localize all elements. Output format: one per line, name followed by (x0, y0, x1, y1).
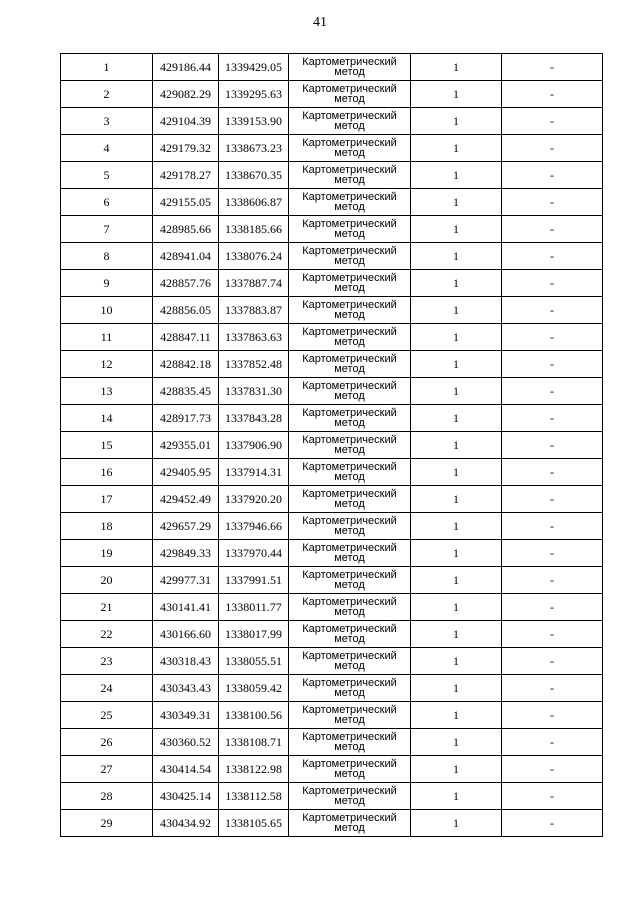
method-cell (289, 324, 411, 351)
accuracy-cell: 1 (411, 135, 502, 162)
table-row (61, 567, 603, 594)
point-number-cell: 11 (61, 324, 153, 351)
point-number-cell: 19 (61, 540, 153, 567)
y-coordinate-cell: 1337843.28 (219, 405, 289, 432)
point-number-cell: 3 (61, 108, 153, 135)
y-coordinate-cell: 1339429.05 (219, 54, 289, 81)
point-number-cell: 9 (61, 270, 153, 297)
accuracy-cell: 1 (411, 432, 502, 459)
y-coordinate-cell: 1338076.24 (219, 243, 289, 270)
accuracy-cell: 1 (411, 81, 502, 108)
method-line-1: Картометрический (302, 353, 397, 365)
accuracy-cell: 1 (411, 270, 502, 297)
accuracy-cell: 1 (411, 540, 502, 567)
y-coordinate-cell: 1337863.63 (219, 324, 289, 351)
description-cell: - (502, 405, 603, 432)
method-line-1: Картометрический (302, 542, 397, 554)
point-number-cell: 18 (61, 513, 153, 540)
point-number-cell: 22 (61, 621, 153, 648)
method-line-1: Картометрический (302, 326, 397, 338)
method-line-2: метод (334, 552, 365, 564)
y-coordinate-cell: 1338011.77 (219, 594, 289, 621)
x-coordinate-cell: 430414.54 (153, 756, 219, 783)
point-number-cell: 4 (61, 135, 153, 162)
table-row (61, 432, 603, 459)
description-cell: - (502, 162, 603, 189)
table-row (61, 810, 603, 837)
accuracy-cell: 1 (411, 378, 502, 405)
y-coordinate-cell: 1337883.87 (219, 297, 289, 324)
y-coordinate-cell: 1338105.65 (219, 810, 289, 837)
y-coordinate-cell: 1338185.66 (219, 216, 289, 243)
method-line-2: метод (334, 741, 365, 753)
description-cell: - (502, 81, 603, 108)
description-cell: - (502, 216, 603, 243)
y-coordinate-cell: 1338059.42 (219, 675, 289, 702)
x-coordinate-cell: 429849.33 (153, 540, 219, 567)
method-line-2: метод (334, 255, 365, 267)
point-number-cell: 17 (61, 486, 153, 513)
method-line-2: метод (334, 390, 365, 402)
method-line-1: Картометрический (302, 83, 397, 95)
method-line-1: Картометрический (302, 812, 397, 824)
method-line-2: метод (334, 795, 365, 807)
table-row (61, 216, 603, 243)
method-line-1: Картометрический (302, 434, 397, 446)
method-line-2: метод (334, 714, 365, 726)
method-cell (289, 189, 411, 216)
method-line-2: метод (334, 822, 365, 834)
description-cell: - (502, 378, 603, 405)
method-cell (289, 675, 411, 702)
accuracy-cell: 1 (411, 594, 502, 621)
x-coordinate-cell: 430434.92 (153, 810, 219, 837)
description-cell: - (502, 270, 603, 297)
accuracy-cell: 1 (411, 486, 502, 513)
accuracy-cell: 1 (411, 162, 502, 189)
method-line-2: метод (334, 282, 365, 294)
table-row (61, 729, 603, 756)
point-number-cell: 14 (61, 405, 153, 432)
accuracy-cell: 1 (411, 756, 502, 783)
method-cell (289, 297, 411, 324)
method-cell (289, 405, 411, 432)
description-cell: - (502, 540, 603, 567)
description-cell: - (502, 729, 603, 756)
description-cell: - (502, 783, 603, 810)
method-line-1: Картометрический (302, 164, 397, 176)
method-line-2: метод (334, 66, 365, 78)
method-cell (289, 486, 411, 513)
table-row (61, 297, 603, 324)
method-cell (289, 513, 411, 540)
method-line-2: метод (334, 687, 365, 699)
table-row (61, 594, 603, 621)
method-cell (289, 135, 411, 162)
description-cell: - (502, 513, 603, 540)
method-line-2: метод (334, 363, 365, 375)
method-line-1: Картометрический (302, 137, 397, 149)
table-row (61, 459, 603, 486)
y-coordinate-cell: 1337852.48 (219, 351, 289, 378)
x-coordinate-cell: 429186.44 (153, 54, 219, 81)
accuracy-cell: 1 (411, 675, 502, 702)
method-line-2: метод (334, 660, 365, 672)
table-row (61, 675, 603, 702)
method-line-2: метод (334, 768, 365, 780)
description-cell: - (502, 189, 603, 216)
method-line-1: Картометрический (302, 623, 397, 635)
method-cell (289, 756, 411, 783)
point-number-cell: 28 (61, 783, 153, 810)
table-row (61, 378, 603, 405)
x-coordinate-cell: 430166.60 (153, 621, 219, 648)
description-cell: - (502, 459, 603, 486)
method-line-2: метод (334, 336, 365, 348)
method-cell (289, 594, 411, 621)
accuracy-cell: 1 (411, 648, 502, 675)
description-cell: - (502, 756, 603, 783)
method-line-1: Картометрический (302, 245, 397, 257)
table-row (61, 108, 603, 135)
method-cell (289, 567, 411, 594)
description-cell: - (502, 54, 603, 81)
y-coordinate-cell: 1338670.35 (219, 162, 289, 189)
method-cell (289, 81, 411, 108)
x-coordinate-cell: 429405.95 (153, 459, 219, 486)
accuracy-cell: 1 (411, 459, 502, 486)
description-cell: - (502, 297, 603, 324)
method-line-2: метод (334, 579, 365, 591)
method-cell (289, 216, 411, 243)
y-coordinate-cell: 1337887.74 (219, 270, 289, 297)
point-number-cell: 16 (61, 459, 153, 486)
y-coordinate-cell: 1337946.66 (219, 513, 289, 540)
y-coordinate-cell: 1337991.51 (219, 567, 289, 594)
table-row (61, 621, 603, 648)
accuracy-cell: 1 (411, 621, 502, 648)
x-coordinate-cell: 429104.39 (153, 108, 219, 135)
table-row (61, 486, 603, 513)
x-coordinate-cell: 429452.49 (153, 486, 219, 513)
method-line-2: метод (334, 147, 365, 159)
point-number-cell: 2 (61, 81, 153, 108)
table-row (61, 162, 603, 189)
accuracy-cell: 1 (411, 216, 502, 243)
method-line-1: Картометрический (302, 407, 397, 419)
table-row (61, 513, 603, 540)
point-number-cell: 26 (61, 729, 153, 756)
method-line-1: Картометрический (302, 218, 397, 230)
table-row (61, 756, 603, 783)
point-number-cell: 5 (61, 162, 153, 189)
y-coordinate-cell: 1337970.44 (219, 540, 289, 567)
table-row (61, 351, 603, 378)
description-cell: - (502, 486, 603, 513)
method-line-1: Картометрический (302, 650, 397, 662)
table-row (61, 783, 603, 810)
description-cell: - (502, 108, 603, 135)
method-line-1: Картометрический (302, 731, 397, 743)
method-cell (289, 540, 411, 567)
point-number-cell: 29 (61, 810, 153, 837)
accuracy-cell: 1 (411, 729, 502, 756)
method-cell (289, 378, 411, 405)
x-coordinate-cell: 428835.45 (153, 378, 219, 405)
description-cell: - (502, 648, 603, 675)
x-coordinate-cell: 429155.05 (153, 189, 219, 216)
table-row (61, 243, 603, 270)
y-coordinate-cell: 1337906.90 (219, 432, 289, 459)
accuracy-cell: 1 (411, 405, 502, 432)
method-line-2: метод (334, 633, 365, 645)
point-number-cell: 23 (61, 648, 153, 675)
x-coordinate-cell: 429657.29 (153, 513, 219, 540)
method-line-2: метод (334, 498, 365, 510)
table-row (61, 324, 603, 351)
y-coordinate-cell: 1338673.23 (219, 135, 289, 162)
description-cell: - (502, 243, 603, 270)
x-coordinate-cell: 429355.01 (153, 432, 219, 459)
accuracy-cell: 1 (411, 567, 502, 594)
table-row (61, 648, 603, 675)
description-cell: - (502, 324, 603, 351)
y-coordinate-cell: 1339295.63 (219, 81, 289, 108)
point-number-cell: 15 (61, 432, 153, 459)
method-line-2: метод (334, 120, 365, 132)
method-cell (289, 702, 411, 729)
method-line-2: метод (334, 525, 365, 537)
accuracy-cell: 1 (411, 189, 502, 216)
description-cell: - (502, 351, 603, 378)
method-line-1: Картометрический (302, 704, 397, 716)
point-number-cell: 27 (61, 756, 153, 783)
table-row (61, 702, 603, 729)
y-coordinate-cell: 1339153.90 (219, 108, 289, 135)
x-coordinate-cell: 429179.32 (153, 135, 219, 162)
accuracy-cell: 1 (411, 297, 502, 324)
method-line-1: Картометрический (302, 677, 397, 689)
x-coordinate-cell: 428941.04 (153, 243, 219, 270)
method-line-2: метод (334, 201, 365, 213)
point-number-cell: 12 (61, 351, 153, 378)
x-coordinate-cell: 428847.11 (153, 324, 219, 351)
y-coordinate-cell: 1338055.51 (219, 648, 289, 675)
x-coordinate-cell: 430360.52 (153, 729, 219, 756)
y-coordinate-cell: 1337914.31 (219, 459, 289, 486)
point-number-cell: 24 (61, 675, 153, 702)
method-line-2: метод (334, 471, 365, 483)
point-number-cell: 8 (61, 243, 153, 270)
point-number-cell: 7 (61, 216, 153, 243)
method-line-2: метод (334, 309, 365, 321)
x-coordinate-cell: 428856.05 (153, 297, 219, 324)
accuracy-cell: 1 (411, 324, 502, 351)
method-cell (289, 459, 411, 486)
point-number-cell: 10 (61, 297, 153, 324)
point-number-cell: 13 (61, 378, 153, 405)
method-line-1: Картометрический (302, 596, 397, 608)
method-cell (289, 621, 411, 648)
method-cell (289, 243, 411, 270)
table-row (61, 81, 603, 108)
x-coordinate-cell: 430343.43 (153, 675, 219, 702)
method-cell (289, 108, 411, 135)
y-coordinate-cell: 1337831.30 (219, 378, 289, 405)
description-cell: - (502, 432, 603, 459)
method-line-1: Картометрический (302, 272, 397, 284)
table-row (61, 270, 603, 297)
description-cell: - (502, 621, 603, 648)
x-coordinate-cell: 428842.18 (153, 351, 219, 378)
point-number-cell: 21 (61, 594, 153, 621)
method-cell (289, 432, 411, 459)
y-coordinate-cell: 1338100.56 (219, 702, 289, 729)
point-number-cell: 20 (61, 567, 153, 594)
accuracy-cell: 1 (411, 54, 502, 81)
y-coordinate-cell: 1338112.58 (219, 783, 289, 810)
x-coordinate-cell: 430349.31 (153, 702, 219, 729)
accuracy-cell: 1 (411, 702, 502, 729)
method-line-2: метод (334, 444, 365, 456)
method-line-1: Картометрический (302, 461, 397, 473)
method-line-1: Картометрический (302, 110, 397, 122)
y-coordinate-cell: 1337920.20 (219, 486, 289, 513)
description-cell: - (502, 594, 603, 621)
method-cell (289, 783, 411, 810)
method-line-2: метод (334, 93, 365, 105)
description-cell: - (502, 567, 603, 594)
method-line-1: Картометрический (302, 488, 397, 500)
y-coordinate-cell: 1338122.98 (219, 756, 289, 783)
table-row (61, 54, 603, 81)
point-number-cell: 1 (61, 54, 153, 81)
table-row (61, 405, 603, 432)
x-coordinate-cell: 429082.29 (153, 81, 219, 108)
coordinates-table (60, 53, 603, 837)
method-cell (289, 648, 411, 675)
method-line-1: Картометрический (302, 299, 397, 311)
table-body (61, 54, 603, 837)
method-cell (289, 270, 411, 297)
method-cell (289, 54, 411, 81)
description-cell: - (502, 675, 603, 702)
method-line-2: метод (334, 228, 365, 240)
accuracy-cell: 1 (411, 351, 502, 378)
x-coordinate-cell: 430318.43 (153, 648, 219, 675)
method-line-1: Картометрический (302, 785, 397, 797)
x-coordinate-cell: 429977.31 (153, 567, 219, 594)
point-number-cell: 6 (61, 189, 153, 216)
method-cell (289, 351, 411, 378)
accuracy-cell: 1 (411, 513, 502, 540)
method-line-1: Картометрический (302, 380, 397, 392)
method-line-1: Картометрический (302, 191, 397, 203)
method-cell (289, 162, 411, 189)
description-cell: - (502, 810, 603, 837)
accuracy-cell: 1 (411, 810, 502, 837)
point-number-cell: 25 (61, 702, 153, 729)
table-row (61, 540, 603, 567)
y-coordinate-cell: 1338108.71 (219, 729, 289, 756)
accuracy-cell: 1 (411, 108, 502, 135)
method-cell (289, 729, 411, 756)
description-cell: - (502, 135, 603, 162)
page-number: 41 (313, 15, 327, 30)
method-line-2: метод (334, 174, 365, 186)
table-row (61, 135, 603, 162)
x-coordinate-cell: 428985.66 (153, 216, 219, 243)
x-coordinate-cell: 430425.14 (153, 783, 219, 810)
method-line-1: Картометрический (302, 569, 397, 581)
method-line-1: Картометрический (302, 515, 397, 527)
x-coordinate-cell: 428917.73 (153, 405, 219, 432)
y-coordinate-cell: 1338017.99 (219, 621, 289, 648)
method-line-2: метод (334, 606, 365, 618)
x-coordinate-cell: 428857.76 (153, 270, 219, 297)
accuracy-cell: 1 (411, 243, 502, 270)
method-line-1: Картометрический (302, 758, 397, 770)
x-coordinate-cell: 430141.41 (153, 594, 219, 621)
x-coordinate-cell: 429178.27 (153, 162, 219, 189)
method-line-1: Картометрический (302, 56, 397, 68)
method-line-2: метод (334, 417, 365, 429)
y-coordinate-cell: 1338606.87 (219, 189, 289, 216)
accuracy-cell: 1 (411, 783, 502, 810)
method-cell (289, 810, 411, 837)
table-row (61, 189, 603, 216)
description-cell: - (502, 702, 603, 729)
